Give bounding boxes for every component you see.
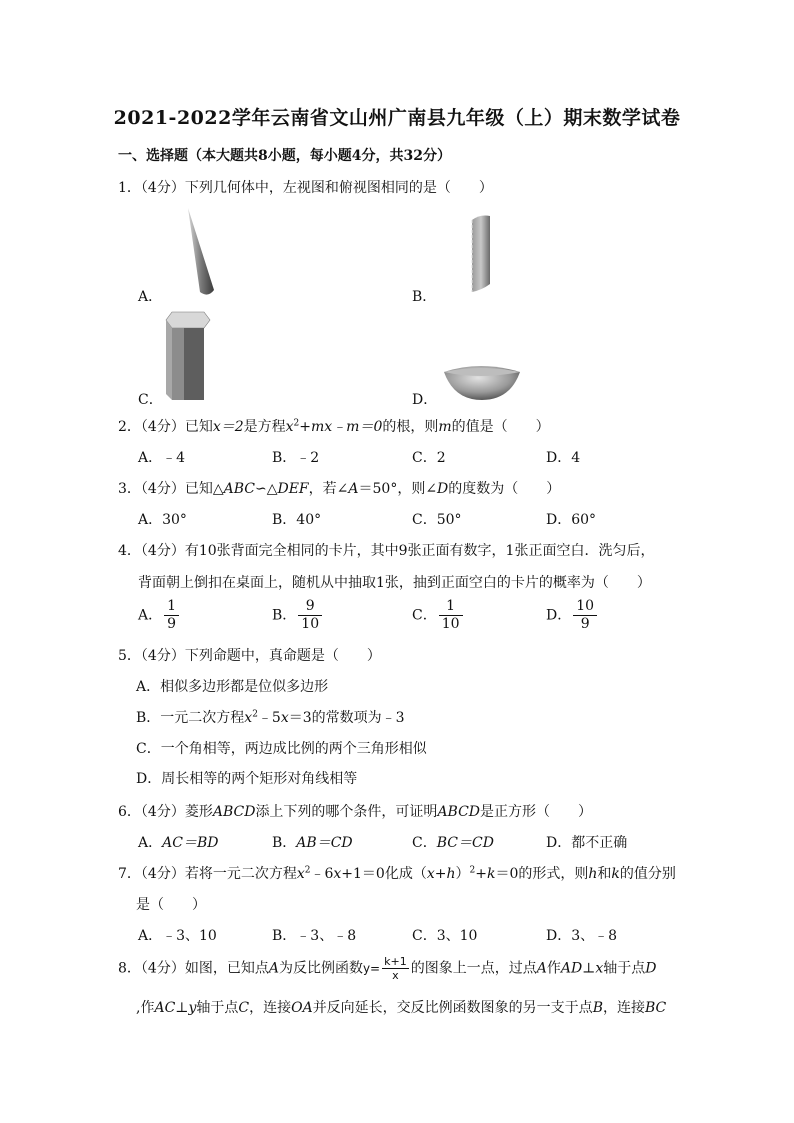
section-heading: 一、选择题（本大题共8小题，每小题4分，共32分） bbox=[118, 148, 451, 164]
q4-stem-line2: 背面朝上倒扣在桌面上，随机从中抽取1张，抽到正面空白的卡片的概率为（ ） bbox=[138, 575, 651, 591]
cone-figure bbox=[180, 206, 220, 298]
q7-option-d[interactable]: D．3、﹣8 bbox=[546, 928, 618, 944]
q6-option-a[interactable]: A．AC＝BD bbox=[138, 835, 219, 851]
q5-option-a[interactable]: A．相似多边形都是位似多边形 bbox=[136, 679, 329, 695]
q6-stem: 6．（4分）菱形ABCD添上下列的哪个条件，可证明ABCD是正方形（ ） bbox=[118, 804, 593, 820]
q1-stem: 1．（4分）下列几何体中，左视图和俯视图相同的是（ ） bbox=[118, 180, 493, 196]
curved-surface-figure bbox=[464, 212, 494, 296]
q4-option-d[interactable]: D． $\frac{10}{9}$ bbox=[546, 598, 597, 633]
q5-option-b[interactable]: B．一元二次方程$x^2﹣5x=3$的常数项为﹣3 bbox=[136, 709, 405, 726]
q3-option-a[interactable]: A．30° bbox=[138, 512, 187, 528]
q7-option-b[interactable]: B．﹣3、﹣8 bbox=[272, 928, 357, 944]
fraction: $\frac{1}{10}$ bbox=[439, 598, 463, 633]
q6-option-d[interactable]: D．都不正确 bbox=[546, 835, 628, 851]
q4-option-a[interactable]: A． $\frac{1}{9}$ bbox=[138, 598, 179, 633]
q8-stem-line2: ,作AC⊥y轴于点C，连接OA并反向延长，交反比例函数图象的另一支于点B，连接BC bbox=[136, 1000, 667, 1016]
q5-stem: 5．（4分）下列命题中，真命题是（ ） bbox=[118, 648, 381, 664]
q1-option-a-label: A． bbox=[138, 289, 163, 305]
q3-option-c[interactable]: C．50° bbox=[412, 512, 462, 528]
q4-option-b[interactable]: B． $\frac{9}{10}$ bbox=[272, 598, 322, 633]
q2-stem: 2．（4分）已知x＝2是方程$x^2+mx﹣m=0$的根，则m的值是（ ） bbox=[118, 418, 550, 435]
q1-option-c-label: C． bbox=[138, 392, 163, 408]
q2-option-a[interactable]: A．﹣4 bbox=[138, 450, 186, 466]
q3-stem: 3．（4分）已知△ABC∽△DEF，若∠A＝50°，则∠D的度数为（ ） bbox=[118, 481, 561, 497]
hemisphere-figure bbox=[440, 358, 524, 402]
q5-option-d[interactable]: D．周长相等的两个矩形对角线相等 bbox=[136, 771, 358, 787]
q2-option-c[interactable]: C．2 bbox=[412, 450, 446, 466]
q8-stem-line1: 8．（4分）如图，已知点A为反比例函数y= $\frac{k+1}{x}$ 的图象上一点，过点A作AD⊥x轴于点D bbox=[118, 955, 657, 982]
q6-option-c[interactable]: C．BC＝CD bbox=[412, 835, 494, 851]
function-fraction: $\frac{k+1}{x}$ bbox=[384, 955, 407, 982]
q3-option-d[interactable]: D．60° bbox=[546, 512, 597, 528]
q7-option-c[interactable]: C．3、10 bbox=[412, 928, 478, 944]
fraction: $\frac{9}{10}$ bbox=[298, 598, 322, 633]
page-title: 2021-2022学年云南省文山州广南县九年级（上）期末数学试卷 bbox=[113, 107, 681, 129]
q7-option-a[interactable]: A．﹣3、10 bbox=[138, 928, 217, 944]
fraction: $\frac{10}{9}$ bbox=[573, 598, 597, 633]
q4-option-c[interactable]: C． $\frac{1}{10}$ bbox=[412, 598, 463, 633]
q1-option-b-label: B． bbox=[412, 289, 437, 305]
q1-option-d-label: D． bbox=[412, 392, 438, 408]
q2-option-d[interactable]: D．4 bbox=[546, 450, 581, 466]
q6-option-b[interactable]: B．AB＝CD bbox=[272, 835, 353, 851]
q2-option-b[interactable]: B．﹣2 bbox=[272, 450, 320, 466]
fraction: $\frac{1}{9}$ bbox=[164, 598, 179, 633]
q7-stem-line2: 是（ ） bbox=[136, 897, 206, 913]
hexagonal-prism-figure bbox=[162, 308, 212, 400]
q3-option-b[interactable]: B．40° bbox=[272, 512, 322, 528]
q4-stem-line1: 4．（4分）有10张背面完全相同的卡片，其中9张正面有数字，1张正面空白．洗匀后， bbox=[118, 543, 655, 559]
q7-stem-line1: 7．（4分）若将一元二次方程$x^2﹣6x+1=0$化成$(x+h)^2+k=0$的形式，则h和k的值分别 bbox=[118, 865, 676, 882]
q5-option-c[interactable]: C．一个角相等，两边成比例的两个三角形相似 bbox=[136, 741, 427, 757]
